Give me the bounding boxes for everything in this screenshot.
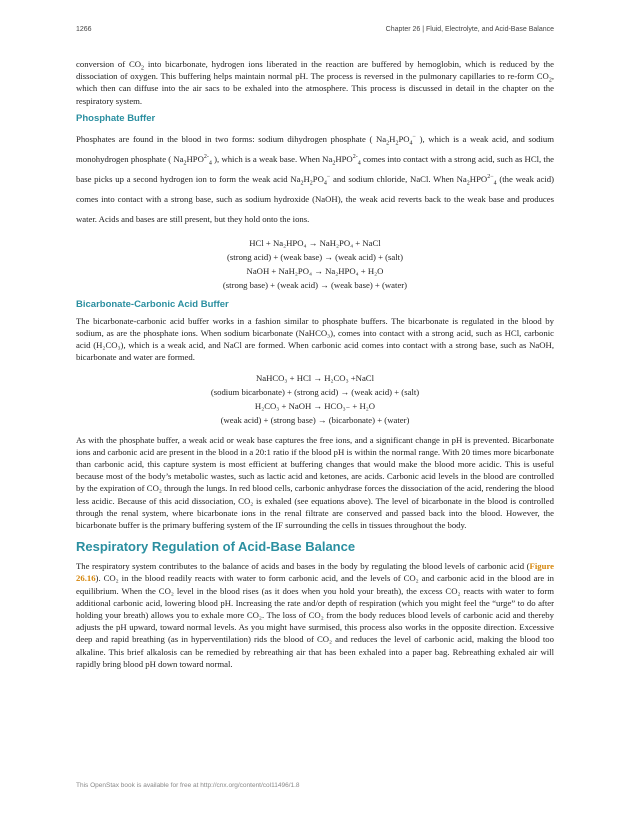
equation: NaOH + NaH₂PO₄ → Na₂HPO₄ + H₂O [246,265,384,276]
intro-paragraph: conversion of $CO_2$ into bicarbonate, hydrogen ions liberated in the reaction are buffered by hemoglobin, which is reduced by the dissociation of oxygen. This buffering helps maintain normal pH. The process is reversed in the pulmonary capillaries to re-form $CO_2$, which then can diffuse into the air sacs to be exhaled into the atmosphere. This process is discussed in detail in the chapter on the respiratory system. [76,59,554,106]
chapter-title: Chapter 26 | Fluid, Electrolyte, and Acid-Base Balance [385,26,554,33]
respiratory-regulation-heading: Respiratory Regulation of Acid-Base Balance [76,539,356,555]
equation: H₂CO₃ + NaOH → HCO₃₋ + H₂O [254,400,376,411]
page-number: 1266 [76,26,92,33]
footer-note: This OpenStax book is available for free at http://cnx.org/content/col11496/1.8 [76,782,300,789]
equation: NaHCO₃ + HCl → H₂CO₃ +NaCl [255,372,375,383]
figure-link[interactable]: Figure 26.16 [76,561,554,584]
phosphate-equations [76,236,554,292]
page-body [76,58,554,670]
equation-label: (strong base) + (weak acid) → (weak base) + (water) [222,279,408,290]
bicarbonate-paragraph: The bicarbonate-carbonic acid buffer works in a fashion similar to phosphate buffers. The bicarbonate is regulated in the blood by sodium, as are the phosphate ions. When sodium bicarbonate (NaHCO₃), comes into contact with a strong acid, such as HCl, carbonic acid (H₂CO₃), which is a weak acid, and NaCl are formed. When carbonic acid comes into contact with a strong base, such as NaOH, bicarbonate and water are formed. [76,315,554,363]
equation-label: (strong acid) + (weak base) → (weak acid) + (salt) [227,251,403,262]
respiratory-paragraph: The respiratory system contributes to the balance of acids and bases in the body by regulating the blood levels of carbonic acid (Figure 26.16). CO₂ in the blood readily reacts with water to form carbonic acid, and the levels of CO₂ and carbonic acid in the blood are in equilibrium. When the CO₂ level in the blood rises (as it does when you hold your breath), the excess CO₂ reacts with water to form additional carbonic acid, lowering blood pH. Increasing the rate and/or depth of respiration (which you might feel the “urge” to do after holding your breath) allows you to exhale more CO₂. The loss of CO₂ from the body reduces blood levels of carbonic acid and thereby adjusts the pH upward, toward normal levels. As you might have surmised, this process also works in the opposite direction. Excessive deep and rapid breathing (as in hyperventilation) rids the blood of CO₂ and reduces the level of carbonic acid, making the blood too alkaline. This brief alkalosis can be remedied by rebreathing air that has been exhaled into a paper bag. Rebreathing exhaled air will rapidly bring blood pH down toward normal. [76,561,554,669]
equation: HCl + Na₂HPO₄ → NaH₂PO₄ + NaCl [249,237,381,248]
bicarbonate-paragraph-2: As with the phosphate buffer, a weak acid or weak base captures the free ions, and a significant change in pH is prevented. Bicarbonate ions and carbonic acid are present in the blood in a 20:1 ratio if the blood pH is within the normal range. With 20 times more bicarbonate than carbonic acid, this capture system is most efficient at buffering changes that would make the blood more acidic. This is useful because most of the body’s metabolic wastes, such as lactic acid and ketones, are acids. Carbonic acid levels in the blood are controlled by the expiration of CO₂ through the lungs. In red blood cells, carbonic anhydrase forces the dissociation of the acid, rendering the blood less acidic. Because of this acid dissociation, CO₂ is exhaled (see equations above). The level of bicarbonate in the blood is controlled through the renal system, where bicarbonate ions in the renal filtrate are conserved and passed back into the blood. However, the bicarbonate buffer is the primary buffering system of the IF surrounding the cells in tissues throughout the body. [76,434,554,531]
bicarbonate-buffer-heading: Bicarbonate-Carbonic Acid Buffer [76,298,229,310]
phosphate-buffer-heading: Phosphate Buffer [76,112,156,124]
running-header [76,26,554,33]
equation-label: (sodium bicarbonate) + (strong acid) → (weak acid) + (salt) [210,386,420,397]
phosphate-paragraph: Phosphates are found in the blood in two forms: sodium dihydrogen phosphate ( $Na_2H_2PO_4^-$ ), which is a weak acid, and sodium monohydrogen phosphate ( $Na_2HPO^{2-}_4$ ), which is a weak base. When $Na_2HPO^{2-}_4$ comes into contact with a strong acid, such as HCl, the base picks up a second hydrogen ion to form the weak acid $Na_2H_2PO_4^-$ and sodium chloride, NaCl. When $Na_2HPO^{2-}_4$ (the weak acid) comes into contact with a strong base, such as sodium hydroxide (NaOH), the weak acid reverts back to the weak base and produces water. Acids and bases are still present, but they hold onto the ions. [76,133,555,224]
bicarbonate-equations [76,371,554,427]
equation-label: (weak acid) + (strong base) → (bicarbonate) + (water) [220,414,410,425]
